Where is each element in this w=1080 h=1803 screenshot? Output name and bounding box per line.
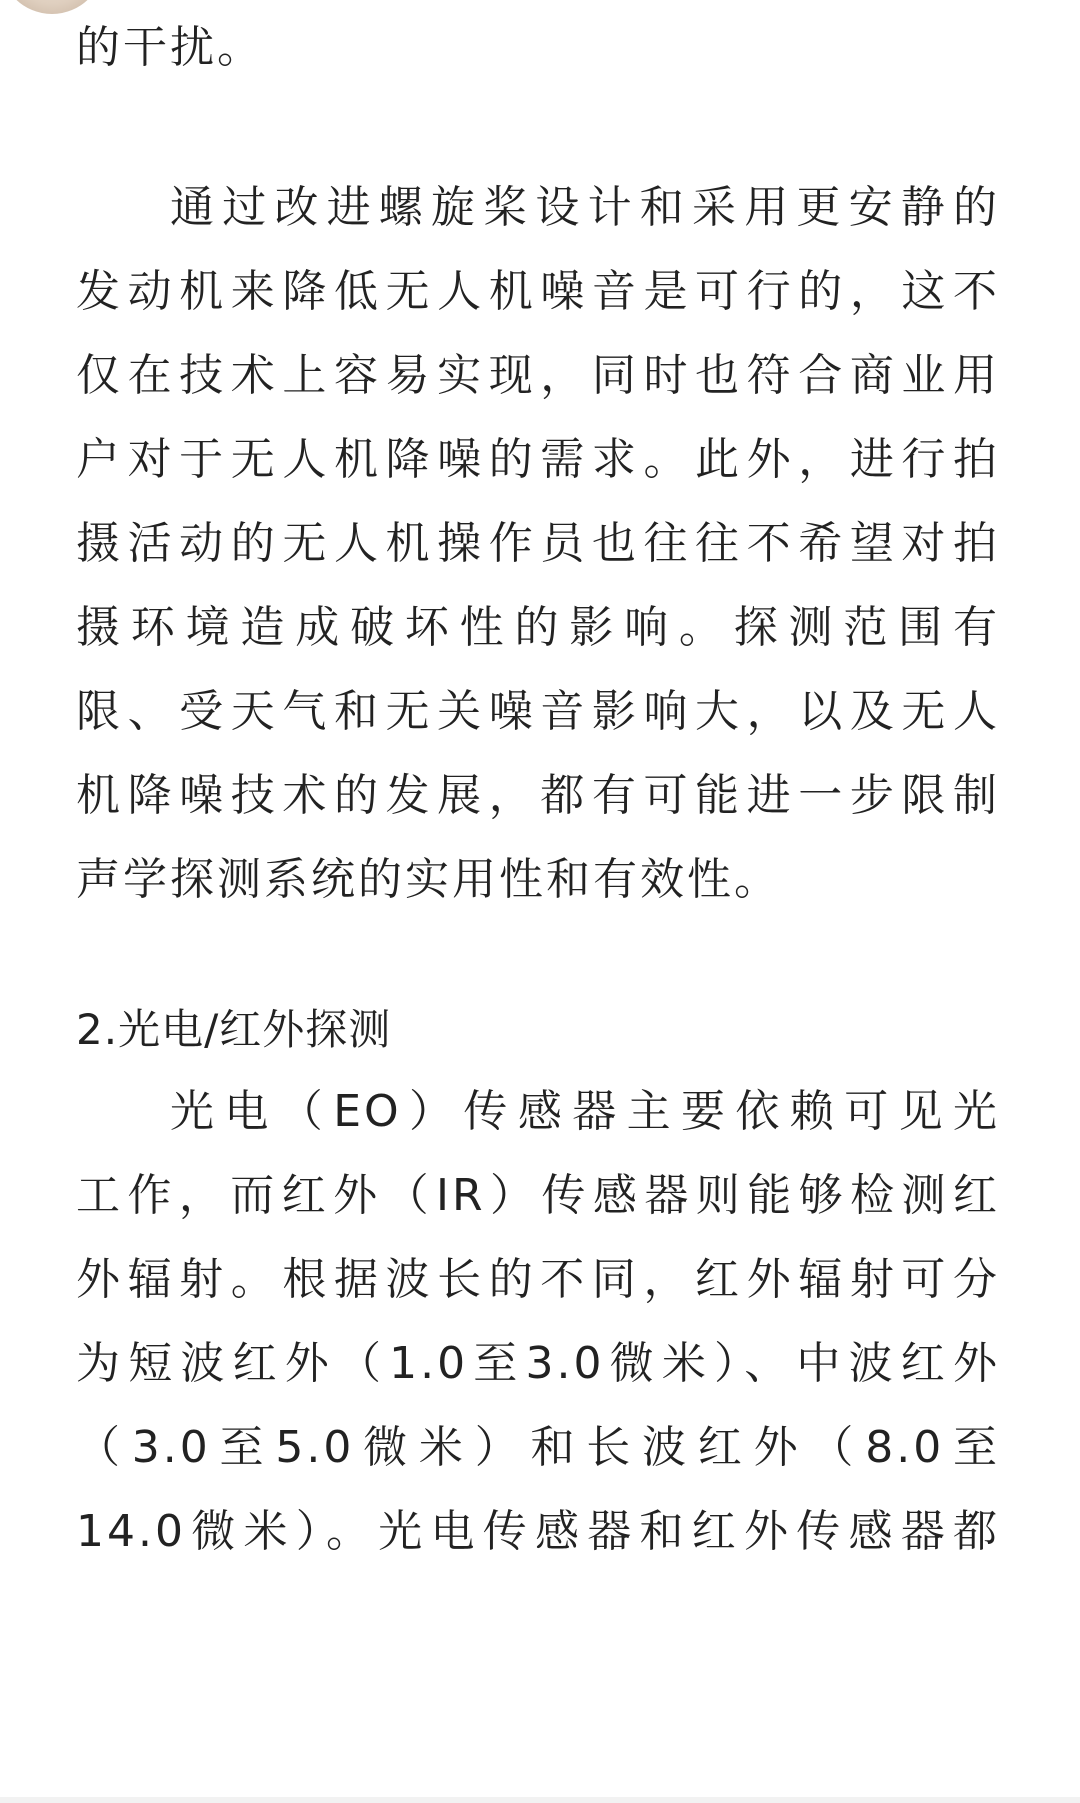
paragraph-line: 机降噪技术的发展，都有可能进一步限制 xyxy=(76,770,1000,821)
paragraph-line: 户对于无人机降噪的需求。此外，进行拍 xyxy=(76,434,1000,485)
page-bottom-divider xyxy=(0,1797,1080,1803)
paragraph-line: 摄活动的无人机操作员也往往不希望对拍 xyxy=(76,518,1000,569)
paragraph-line: 外辐射。根据波长的不同，红外辐射可分 xyxy=(76,1254,1000,1305)
paragraph-line: 摄环境造成破坏性的影响。探测范围有 xyxy=(76,602,1000,653)
avatar xyxy=(0,0,104,14)
paragraph-line: 工作，而红外（IR）传感器则能够检测红 xyxy=(76,1170,1000,1221)
paragraph-line: 声学探测系统的实用性和有效性。 xyxy=(76,854,781,905)
paragraph-line: 限、受天气和无关噪音影响大，以及无人 xyxy=(76,686,1000,737)
paragraph-line: 14.0微米）。光电传感器和红外传感器都 xyxy=(76,1506,1000,1557)
paragraph-line: 光电（EO）传感器主要依赖可见光 xyxy=(170,1086,1000,1137)
paragraph-line: 通过改进螺旋桨设计和采用更安静的 xyxy=(170,182,1000,233)
paragraph-line: （3.0至5.0微米）和长波红外（8.0至 xyxy=(76,1422,1000,1473)
paragraph-line: 仅在技术上容易实现，同时也符合商业用 xyxy=(76,350,1000,401)
paragraph-line: 的干扰。 xyxy=(76,22,264,73)
section-heading: 2.光电/红外探测 xyxy=(76,1005,392,1054)
paragraph-line: 为短波红外（1.0至3.0微米）、中波红外 xyxy=(76,1338,1000,1389)
paragraph-line: 发动机来降低无人机噪音是可行的，这不 xyxy=(76,266,1000,317)
